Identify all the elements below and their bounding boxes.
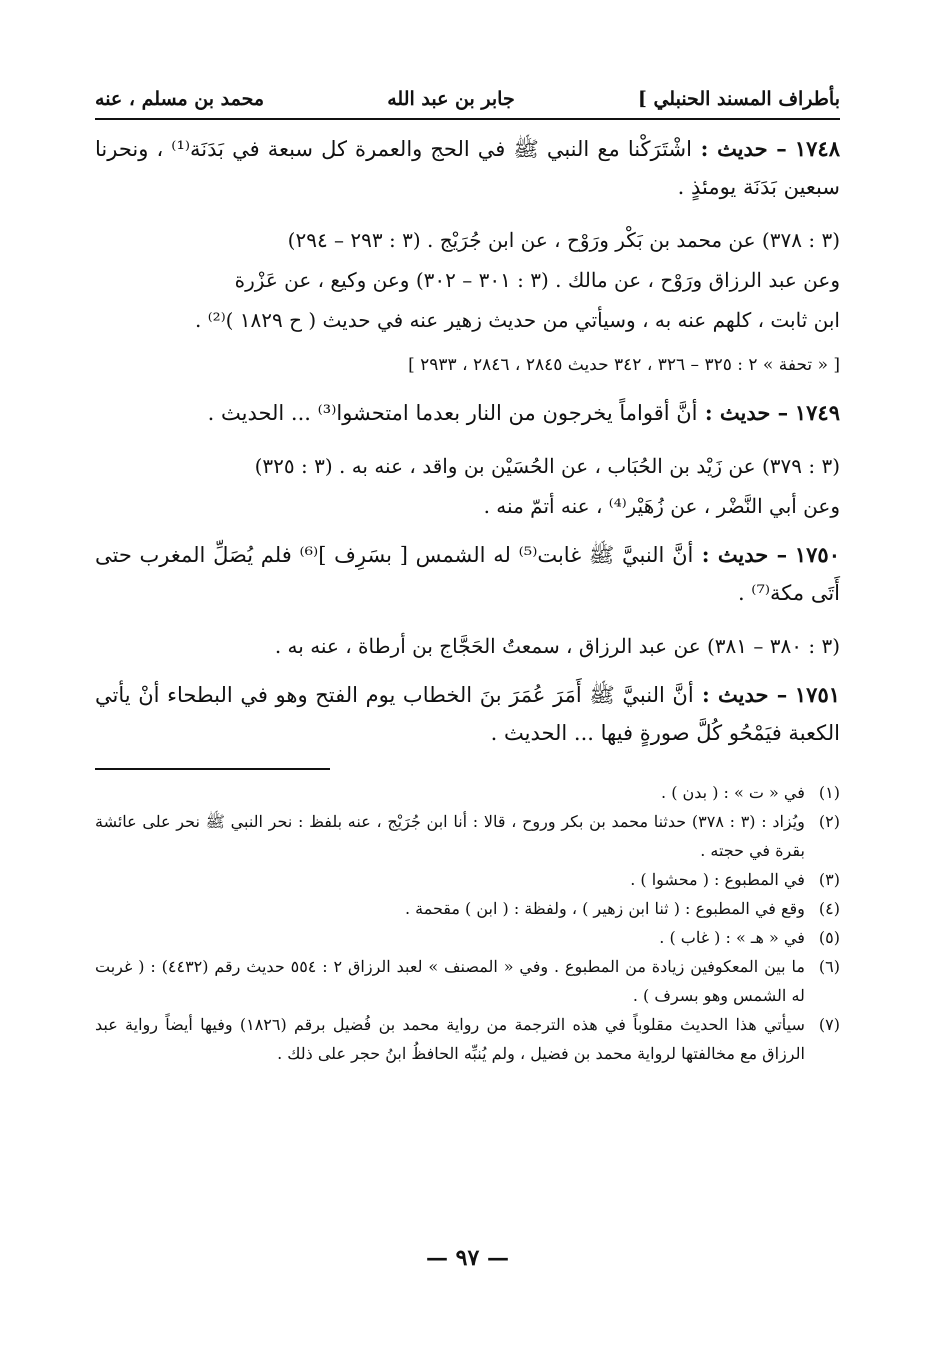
isnad-line: (٣ : ٣٧٩) عن زَيْد بن الحُبَاب ، عن الحُسَيْن بن واقد ، عنه به . (٣ : ٣٢٥) <box>254 454 840 478</box>
footnote-text: ما بين المعكوفين زيادة من المطبوع . وفي « المصنف » لعبد الرزاق ٢ : ٥٥٤ حديث رقم (٤٤٣٢) : ( غربت له الشمس وهو بسرف ) . <box>95 957 805 1005</box>
footnotes <box>95 778 840 1068</box>
hadith-text: اشْتَرَكْنا مع النبي ﷺ في الحج والعمرة كل سبعة في بَدَنَة⁽¹⁾ ، ونحرنا سبعين بَدَنَة يومئذٍ . <box>95 137 840 199</box>
isnad-block <box>95 626 840 666</box>
isnad-line: (٣ : ٣٨٠ – ٣٨١) عن عبد الرزاق ، سمعتُ الحَجَّاج بن أرطاة ، عنه به . <box>274 634 840 658</box>
footnote <box>95 952 840 1010</box>
footnote-number: (٢) <box>818 812 840 831</box>
hadith-keyword: حديث <box>719 400 771 425</box>
hadith-entry: ١٧٥١ – حديث : أنَّ النبيَّ ﷺ أَمَرَ عُمَرَ بنَ الخطاب يوم الفتح وهو في البطحاء أنْ يأتي الكعبة فيَمْحُو كُلَّ صورةٍ فيها ... الحديث . <box>95 682 841 745</box>
footnote-text: وقع في المطبوع : ( ثنا ابن زهير ) ، ولفظة : ( ابن ) مقحمة . <box>404 899 805 918</box>
hadith-text: أنَّ أقواماً يخرجون من النار بعدما امتحشوا⁽³⁾ ... الحديث . <box>207 401 698 425</box>
isnad-line: ابن ثابت ، كلهم عنه به ، وسيأتي من حديث زهير عنه في حديث ( ح ١٨٢٩ )⁽²⁾ . <box>195 308 840 332</box>
footnote <box>95 894 840 923</box>
hadith-entry: ١٧٤٨ – حديث : اشْتَرَكْنا مع النبي ﷺ في الحج والعمرة كل سبعة في بَدَنَة⁽¹⁾ ، ونحرنا سبعين بَدَنَة يومئذٍ . <box>95 136 840 199</box>
isnad-block <box>95 220 840 340</box>
footnote-text: سيأتي هذا الحديث مقلوباً في هذه الترجمة من رواية محمد بن فُضيل برقم (١٨٢٦) وفيها أيضاً رواية عبد الرزاق مع مخالفتها لرواية محمد بن فضيل ، ولم يُنبِّه الحافظُ ابنُ حجر على ذلك . <box>95 1015 805 1063</box>
tuhfa-reference: [ « تحفة » ٢ : ٣٢٥ – ٣٢٦ ، ٣٤٢ حديث ٢٨٤٥ ، ٢٨٤٦ ، ٢٩٣٣ ] <box>408 355 840 375</box>
page <box>95 88 840 1068</box>
hadith-number: ١٧٤٩ <box>794 400 840 425</box>
footnote <box>95 865 840 894</box>
header-book-title: بأطراف المسند الحنبلي ] <box>637 88 840 110</box>
running-header <box>95 88 840 120</box>
footnote-number: (٣) <box>818 870 840 889</box>
footnote-number: (٦) <box>818 957 840 976</box>
footnote-number: (٤) <box>818 899 840 918</box>
hadith-number: ١٧٤٨ <box>794 136 840 161</box>
header-subsection: محمد بن مسلم ، عنه <box>95 88 265 110</box>
hadith-text: أنَّ النبيَّ ﷺ أَمَرَ عُمَرَ بنَ الخطاب يوم الفتح وهو في البطحاء أنْ يأتي الكعبة فيَمْحُو كُلَّ صورةٍ فيها ... الحديث . <box>95 683 840 745</box>
page-number: — ٩٧ — <box>426 1245 509 1271</box>
footnote-text: في المطبوع : ( محشوا ) . <box>630 870 805 889</box>
footnote-text: ويُزاد : (٣ : ٣٧٨) حدثنا محمد بن بكر وروح ، قالا : أنا ابن جُرَيْج ، عنه بلفظ : نحر النبي ﷺ نحر على عائشة بقرة في حجته . <box>95 812 805 860</box>
footnote <box>95 1010 840 1068</box>
footnote-number: (٥) <box>818 928 840 947</box>
hadith-keyword: حديث <box>717 136 768 161</box>
hadith-keyword: حديث <box>718 682 769 707</box>
hadith-text: أنَّ النبيَّ ﷺ غابت⁽⁵⁾ له الشمس [ بسَرِف ]⁽⁶⁾ فلم يُصَلِّ المغرب حتى أَتَى مكة⁽⁷⁾ . <box>95 543 840 605</box>
hadith-entry: ١٧٤٩ – حديث : أنَّ أقواماً يخرجون من النار بعدما امتحشوا⁽³⁾ ... الحديث . <box>207 400 840 425</box>
isnad-line: وعن أبي النَّضْر ، عن زُهَيْر⁽⁴⁾ ، عنه أتمّ منه . <box>483 494 840 518</box>
hadith-number: ١٧٥١ <box>794 682 841 707</box>
hadith-entry: ١٧٥٠ – حديث : أنَّ النبيَّ ﷺ غابت⁽⁵⁾ له الشمس [ بسَرِف ]⁽⁶⁾ فلم يُصَلِّ المغرب حتى أَتَى مكة⁽⁷⁾ . <box>95 542 840 605</box>
footnote <box>95 807 840 865</box>
footnote-text: في « هـ » : ( غاب ) . <box>659 928 805 947</box>
footnote-text: في « ت » : ( بدن ) . <box>661 783 805 802</box>
footnote <box>95 923 840 952</box>
footnote-divider <box>95 768 330 770</box>
isnad-line: وعن عبد الرزاق ورَوْح ، عن مالك . (٣ : ٣٠١ – ٣٠٢) وعن وكيع ، عن عَزْرة <box>234 268 840 292</box>
header-section-title: جابر بن عبد الله <box>387 88 515 110</box>
footnote-number: (٧) <box>818 1015 840 1034</box>
isnad-line: (٣ : ٣٧٨) عن محمد بن بَكْر ورَوْح ، عن ابن جُرَيْج . (٣ : ٢٩٣ – ٢٩٤) <box>287 228 840 252</box>
hadith-keyword: حديث <box>717 542 769 567</box>
isnad-block <box>95 446 840 526</box>
hadith-number: ١٧٥٠ <box>794 542 840 567</box>
footnote-number: (١) <box>818 783 840 802</box>
footnote <box>95 778 840 807</box>
